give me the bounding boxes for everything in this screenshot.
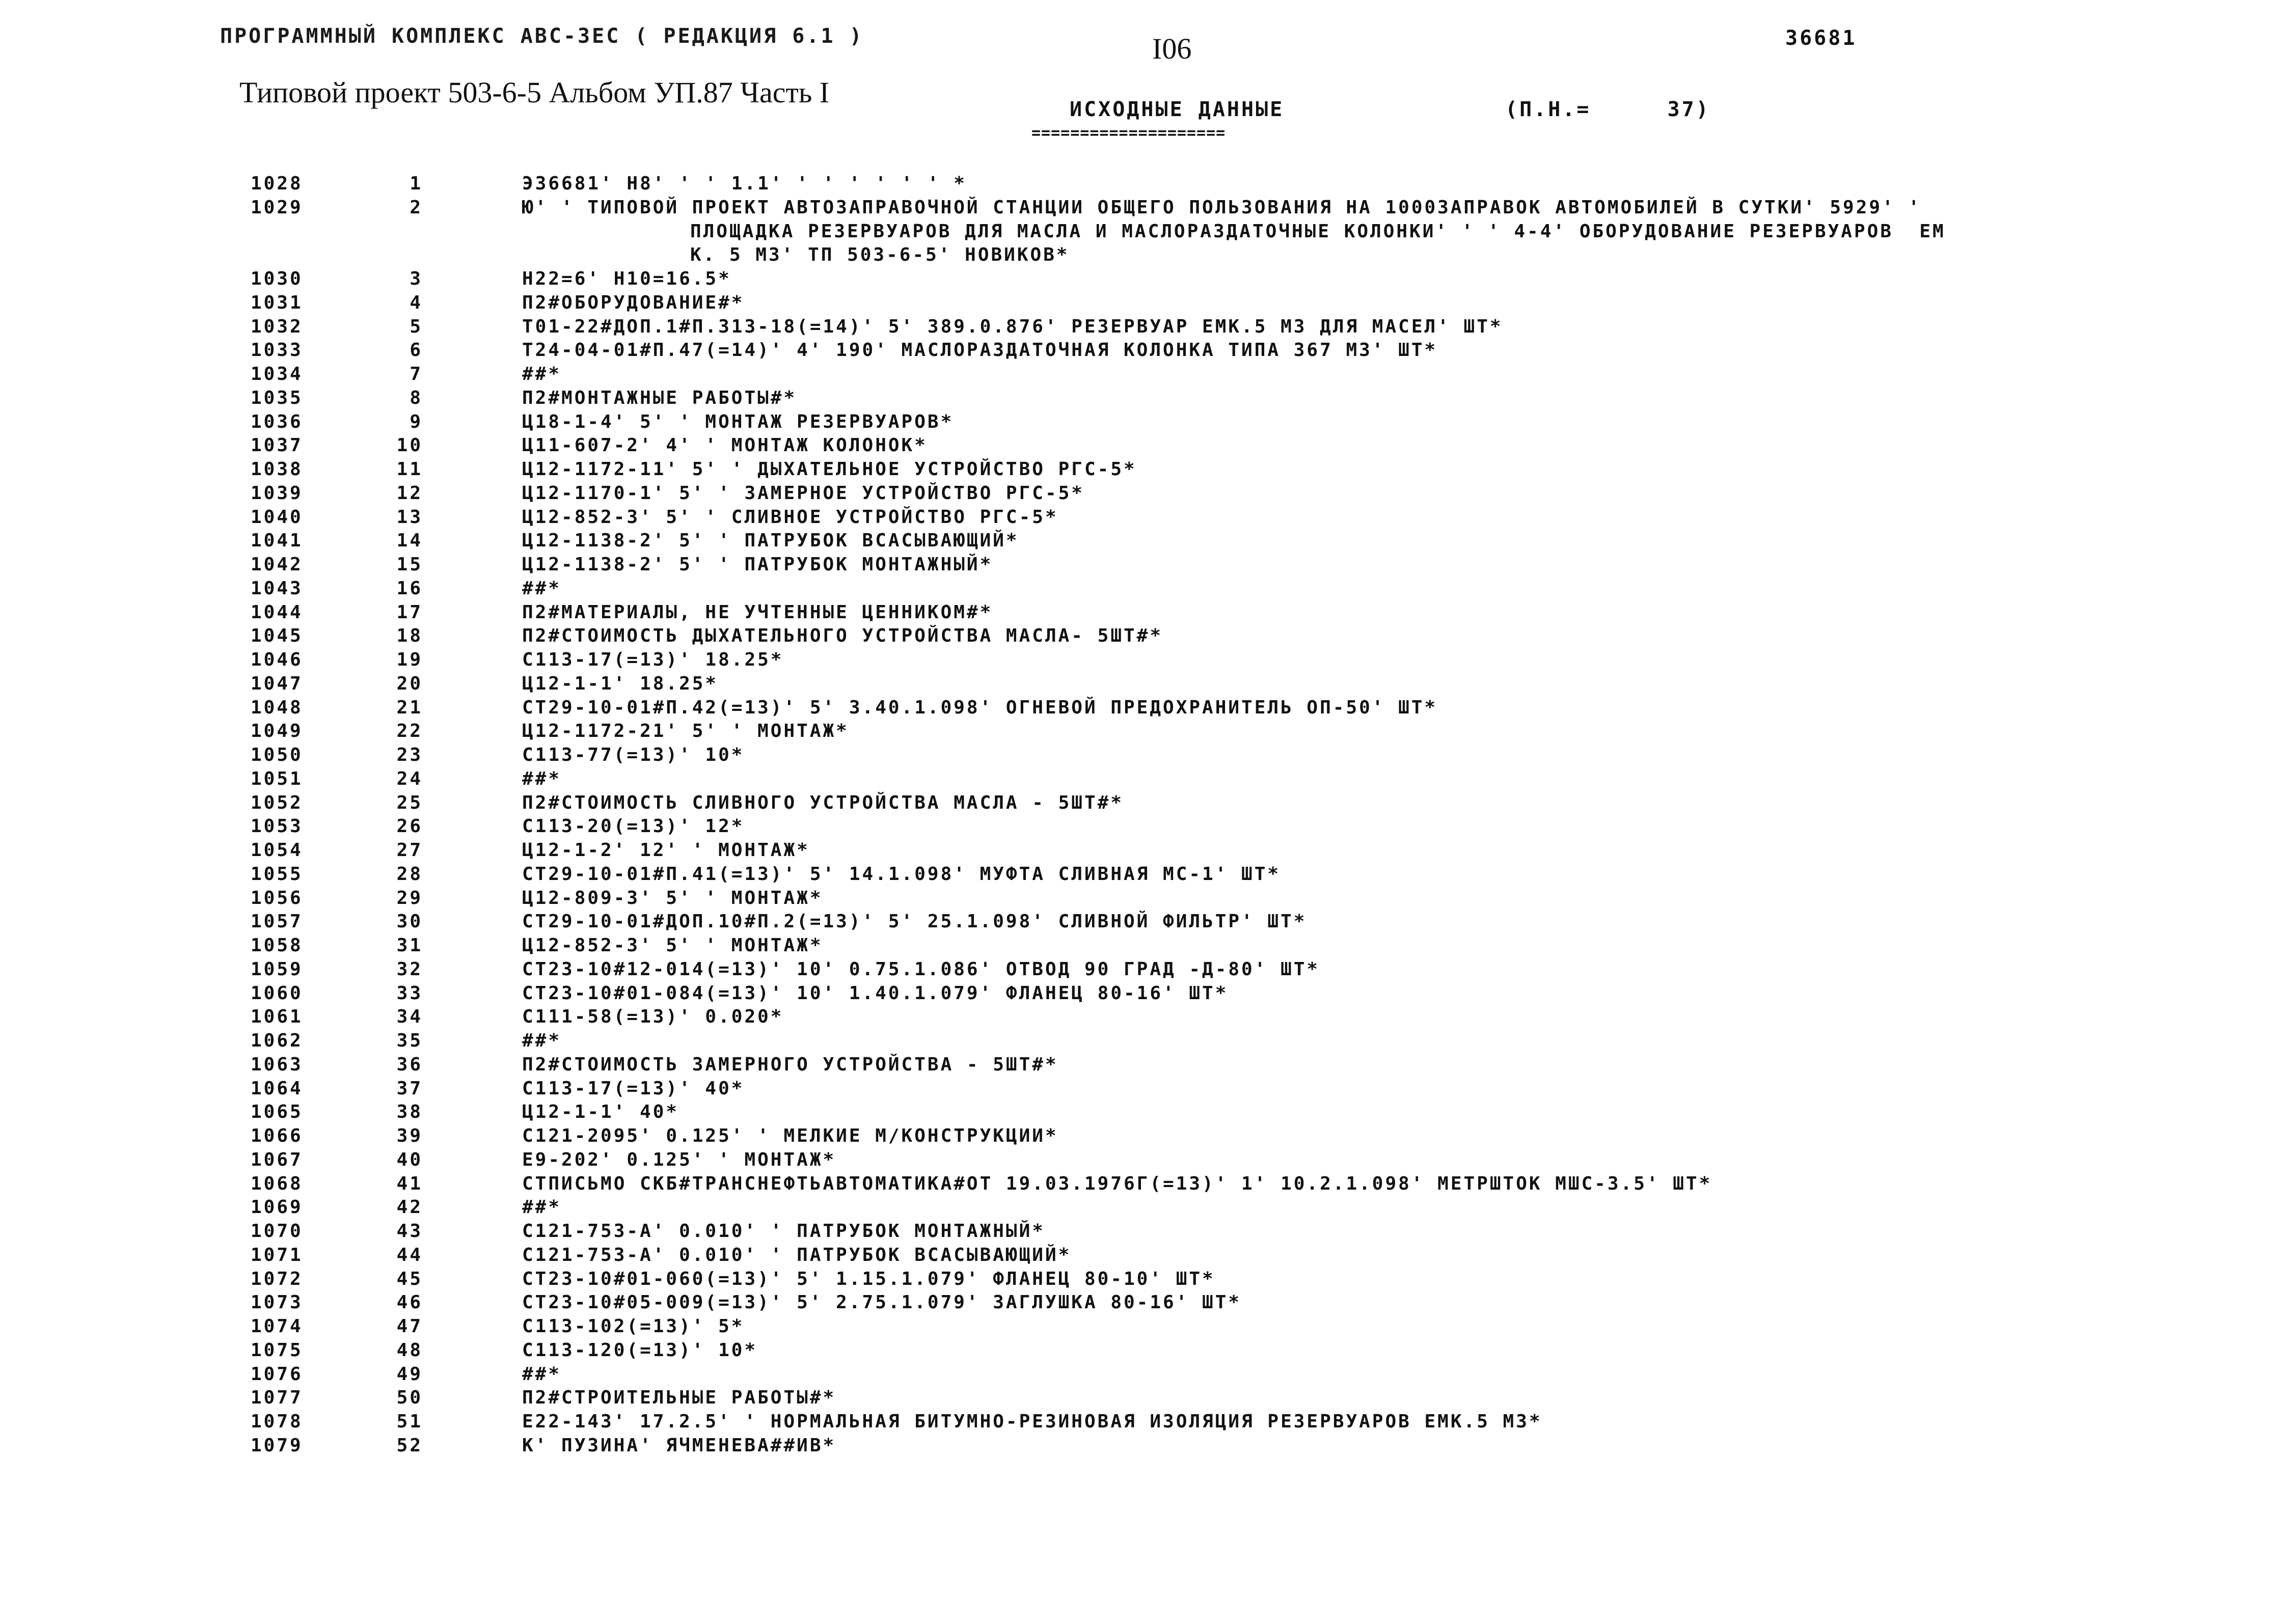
row-number: 1031 (251, 292, 303, 313)
row-continuation-text: К. 5 М3' ТП 503-6-5' НОВИКОВ* (690, 244, 1070, 266)
row-sequence: 21 (396, 697, 423, 718)
row-number: 1038 (251, 459, 303, 480)
row-number: 1063 (251, 1054, 303, 1075)
row-number: 1032 (251, 316, 303, 337)
row-number: 1065 (251, 1102, 303, 1123)
row-sequence: 48 (396, 1339, 423, 1361)
row-sequence: 24 (396, 768, 423, 789)
row-number: 1053 (251, 816, 303, 837)
row-sequence: 22 (396, 721, 423, 742)
row-number: 1056 (251, 887, 303, 909)
row-text: ##* (522, 1363, 562, 1385)
row-sequence: 43 (396, 1221, 423, 1242)
row-text: Т24-04-01#П.47(=14)' 4' 190' МАСЛОРАЗДАТОЧНАЯ КОЛОНКА ТИПА 367 М3' ШТ* (522, 340, 1438, 361)
row-sequence: 27 (396, 840, 423, 861)
row-number: 1035 (251, 387, 303, 408)
row-sequence: 36 (396, 1054, 423, 1075)
row-sequence: 6 (410, 340, 423, 361)
row-text: Ц12-1138-2' 5' ' ПАТРУБОК ВСАСЫВАЮЩИЙ* (522, 530, 1019, 552)
row-number: 1068 (251, 1173, 303, 1194)
row-number: 1054 (251, 840, 303, 861)
row-sequence: 39 (396, 1125, 423, 1146)
row-text: П2#СТРОИТЕЛЬНЫЕ РАБОТЫ#* (522, 1387, 836, 1409)
row-number: 1073 (251, 1292, 303, 1313)
row-number: 1047 (251, 673, 303, 694)
pn-indicator (1505, 98, 1710, 121)
row-sequence: 1 (410, 173, 423, 194)
row-continuation-text: ПЛОЩАДКА РЕЗЕРВУАРОВ ДЛЯ МАСЛА И МАСЛОРАЗДАТОЧНЫЕ КОЛОНКИ' ' ' 4-4' ОБОРУДОВАНИЕ РЕЗЕРВУАРОВ ЕМ (690, 221, 1946, 242)
row-number: 1074 (251, 1316, 303, 1337)
row-sequence: 23 (396, 745, 423, 765)
row-text: Ц12-1172-21' 5' ' МОНТАЖ* (522, 721, 849, 742)
row-text: Ц12-1172-11' 5' ' ДЫХАТЕЛЬНОЕ УСТРОЙСТВО РГС-5* (522, 459, 1137, 480)
row-text: ##* (522, 1030, 562, 1051)
row-sequence: 16 (396, 577, 423, 599)
row-sequence: 13 (396, 506, 423, 528)
row-sequence: 35 (396, 1030, 423, 1051)
row-sequence: 8 (410, 387, 423, 408)
row-text: ##* (522, 577, 562, 599)
row-sequence: 42 (396, 1197, 423, 1218)
row-sequence: 17 (396, 601, 423, 623)
row-text: Ц11-607-2' 4' ' МОНТАЖ КОЛОНОК* (522, 435, 928, 456)
row-sequence: 38 (396, 1102, 423, 1123)
row-text: С121-753-А' 0.010' ' ПАТРУБОК ВСАСЫВАЮЩИЙ* (522, 1244, 1072, 1265)
row-sequence: 15 (396, 554, 423, 575)
row-number: 1076 (251, 1363, 303, 1385)
row-sequence: 9 (410, 411, 423, 432)
row-text: П2#МАТЕРИАЛЫ, НЕ УЧТЕННЫЕ ЦЕННИКОМ#* (522, 601, 993, 623)
row-number: 1071 (251, 1244, 303, 1265)
row-number: 1064 (251, 1078, 303, 1099)
row-sequence: 29 (396, 887, 423, 909)
row-sequence: 26 (396, 816, 423, 837)
row-sequence: 14 (396, 530, 423, 552)
row-number: 1078 (251, 1411, 303, 1432)
pn-value: 37) (1667, 98, 1710, 121)
row-number: 1033 (251, 340, 303, 361)
row-number: 1075 (251, 1339, 303, 1361)
row-text: Ц12-1-1' 40* (522, 1102, 679, 1123)
row-text: Ц12-809-3' 5' ' МОНТАЖ* (522, 887, 823, 909)
row-text: СТ29-10-01#П.41(=13)' 5' 14.1.098' МУФТА СЛИВНАЯ МС-1' ШТ* (522, 863, 1281, 885)
row-number: 1077 (251, 1387, 303, 1409)
row-sequence: 45 (396, 1268, 423, 1289)
row-number: 1040 (251, 506, 303, 528)
row-sequence: 44 (396, 1244, 423, 1265)
row-sequence: 5 (410, 316, 423, 337)
row-text: С113-17(=13)' 18.25* (522, 649, 784, 670)
row-text: П2#МОНТАЖНЫЕ РАБОТЫ#* (522, 387, 797, 408)
row-text: СТ23-10#01-060(=13)' 5' 1.15.1.079' ФЛАНЕЦ 80-10' ШТ* (522, 1268, 1215, 1289)
row-text: Т01-22#ДОП.1#П.313-18(=14)' 5' 389.0.876' РЕЗЕРВУАР ЕМК.5 М3 ДЛЯ МАСЕЛ' ШТ* (522, 316, 1503, 337)
section-title: ИСХОДНЫЕ ДАННЫЕ (1070, 98, 1285, 121)
row-sequence: 40 (396, 1149, 423, 1170)
row-sequence: 34 (396, 1006, 423, 1028)
row-sequence: 33 (396, 982, 423, 1004)
row-number: 1070 (251, 1221, 303, 1242)
row-text: Е22-143' 17.2.5' ' НОРМАЛЬНАЯ БИТУМНО-РЕЗИНОВАЯ ИЗОЛЯЦИЯ РЕЗЕРВУАРОВ ЕМК.5 М3* (522, 1411, 1542, 1432)
row-text: СТ23-10#05-009(=13)' 5' 2.75.1.079' ЗАГЛУШКА 80-16' ШТ* (522, 1292, 1242, 1313)
row-number: 1028 (251, 173, 303, 194)
row-number: 1067 (251, 1149, 303, 1170)
row-number: 1057 (251, 911, 303, 932)
row-number: 1069 (251, 1197, 303, 1218)
row-sequence: 41 (396, 1173, 423, 1194)
row-sequence: 3 (410, 268, 423, 289)
row-number: 1041 (251, 530, 303, 552)
project-title: Типовой проект 503-6-5 Альбом УП.87 Часть I (239, 76, 830, 109)
row-text: Ц18-1-4' 5' ' МОНТАЖ РЕЗЕРВУАРОВ* (522, 411, 954, 432)
row-sequence: 19 (396, 649, 423, 670)
program-header: ПРОГРАММНЫЙ КОМПЛЕКС АВС-3ЕС ( РЕДАКЦИЯ 6.1 ) (220, 24, 864, 48)
row-text: Ц12-852-3' 5' ' МОНТАЖ* (522, 935, 823, 956)
row-text: П2#СТОИМОСТЬ ДЫХАТЕЛЬНОГО УСТРОЙСТВА МАСЛА- 5ШТ#* (522, 625, 1163, 647)
row-text: С113-20(=13)' 12* (522, 816, 745, 837)
row-number: 1039 (251, 482, 303, 504)
row-number: 1051 (251, 768, 303, 789)
row-number: 1052 (251, 792, 303, 813)
row-text: Ц12-852-3' 5' ' СЛИВНОЕ УСТРОЙСТВО РГС-5* (522, 506, 1058, 528)
row-number: 1055 (251, 863, 303, 885)
row-text: С121-753-А' 0.010' ' ПАТРУБОК МОНТАЖНЫЙ* (522, 1221, 1045, 1242)
row-number: 1037 (251, 435, 303, 456)
row-text: С121-2095' 0.125' ' МЕЛКИЕ М/КОНСТРУКЦИИ* (522, 1125, 1058, 1146)
row-number: 1046 (251, 649, 303, 670)
row-sequence: 4 (410, 292, 423, 313)
row-number: 1072 (251, 1268, 303, 1289)
row-text: С113-77(=13)' 10* (522, 745, 745, 765)
row-number: 1043 (251, 577, 303, 599)
row-number: 1062 (251, 1030, 303, 1051)
row-number: 1060 (251, 982, 303, 1004)
row-text: СТ23-10#01-084(=13)' 10' 1.40.1.079' ФЛАНЕЦ 80-16' ШТ* (522, 982, 1229, 1004)
row-text: Е9-202' 0.125' ' МОНТАЖ* (522, 1149, 836, 1170)
section-title-underline: ==================== (1031, 124, 1226, 142)
row-number: 1030 (251, 268, 303, 289)
row-number: 1061 (251, 1006, 303, 1028)
page-number: I06 (1152, 32, 1192, 65)
row-sequence: 20 (396, 673, 423, 694)
row-sequence: 32 (396, 958, 423, 980)
row-text: Ю' ' ТИПОВОЙ ПРОЕКТ АВТОЗАПРАВОЧНОЙ СТАНЦИИ ОБЩЕГО ПОЛЬЗОВАНИЯ НА 1000ЗАПРАВОК АВТОМОБИЛЕЙ В СУТКИ' 5929' ' (522, 197, 1922, 218)
row-sequence: 51 (396, 1411, 423, 1432)
row-sequence: 37 (396, 1078, 423, 1099)
row-text: Ц12-1170-1' 5' ' ЗАМЕРНОЕ УСТРОЙСТВО РГС-5* (522, 482, 1084, 504)
row-text: Н22=6' Н10=16.5* (522, 268, 731, 289)
row-text: С111-58(=13)' 0.020* (522, 1006, 784, 1028)
row-sequence: 49 (396, 1363, 423, 1385)
row-text: С113-102(=13)' 5* (522, 1316, 745, 1337)
row-text: П2#СТОИМОСТЬ СЛИВНОГО УСТРОЙСТВА МАСЛА - 5ШТ#* (522, 792, 1124, 813)
row-number: 1034 (251, 364, 303, 384)
row-number: 1079 (251, 1435, 303, 1456)
row-text: П2#ОБОРУДОВАНИЕ#* (522, 292, 745, 313)
row-sequence: 50 (396, 1387, 423, 1409)
row-text: Ц12-1138-2' 5' ' ПАТРУБОК МОНТАЖНЫЙ* (522, 554, 993, 575)
row-text: С113-17(=13)' 40* (522, 1078, 745, 1099)
row-text: К' ПУЗИНА' ЯЧМЕНЕВА##ИВ* (522, 1435, 836, 1456)
row-sequence: 52 (396, 1435, 423, 1456)
pn-label: (П.Н.= (1505, 98, 1591, 121)
row-text: Ц12-1-2' 12' ' МОНТАЖ* (522, 840, 810, 861)
row-number: 1036 (251, 411, 303, 432)
row-number: 1045 (251, 625, 303, 647)
row-sequence: 12 (396, 482, 423, 504)
row-text: СТ23-10#12-014(=13)' 10' 0.75.1.086' ОТВОД 90 ГРАД -Д-80' ШТ* (522, 958, 1320, 980)
row-sequence: 2 (410, 197, 423, 218)
row-number: 1049 (251, 721, 303, 742)
row-text: СТ29-10-01#ДОП.10#П.2(=13)' 5' 25.1.098' СЛИВНОЙ ФИЛЬТР' ШТ* (522, 911, 1307, 932)
row-number: 1050 (251, 745, 303, 765)
row-number: 1029 (251, 197, 303, 218)
row-sequence: 7 (410, 364, 423, 384)
row-sequence: 28 (396, 863, 423, 885)
row-text: Ц12-1-1' 18.25* (522, 673, 719, 694)
row-text: П2#СТОИМОСТЬ ЗАМЕРНОГО УСТРОЙСТВА - 5ШТ#* (522, 1054, 1058, 1075)
row-number: 1059 (251, 958, 303, 980)
row-text: СТ29-10-01#П.42(=13)' 5' 3.40.1.098' ОГНЕВОЙ ПРЕДОХРАНИТЕЛЬ ОП-50' ШТ* (522, 697, 1438, 718)
row-sequence: 18 (396, 625, 423, 647)
row-sequence: 10 (396, 435, 423, 456)
row-number: 1066 (251, 1125, 303, 1146)
row-sequence: 31 (396, 935, 423, 956)
row-number: 1044 (251, 601, 303, 623)
row-sequence: 30 (396, 911, 423, 932)
row-text: Э36681' Н8' ' ' 1.1' ' ' ' ' ' ' * (522, 173, 967, 194)
row-text: С113-120(=13)' 10* (522, 1339, 758, 1361)
row-sequence: 25 (396, 792, 423, 813)
row-sequence: 11 (396, 459, 423, 480)
row-sequence: 46 (396, 1292, 423, 1313)
row-number: 1048 (251, 697, 303, 718)
row-text: ##* (522, 1197, 562, 1218)
row-number: 1042 (251, 554, 303, 575)
row-text: ##* (522, 364, 562, 384)
document-number: 36681 (1785, 26, 1857, 50)
row-text: ##* (522, 768, 562, 789)
row-number: 1058 (251, 935, 303, 956)
row-sequence: 47 (396, 1316, 423, 1337)
row-text: СТПИСЬМО СКБ#ТРАНСНЕФТЬАВТОМАТИКА#ОТ 19.03.1976Г(=13)' 1' 10.2.1.098' МЕТРШТОК МШС-3.5' ШТ* (522, 1173, 1712, 1194)
